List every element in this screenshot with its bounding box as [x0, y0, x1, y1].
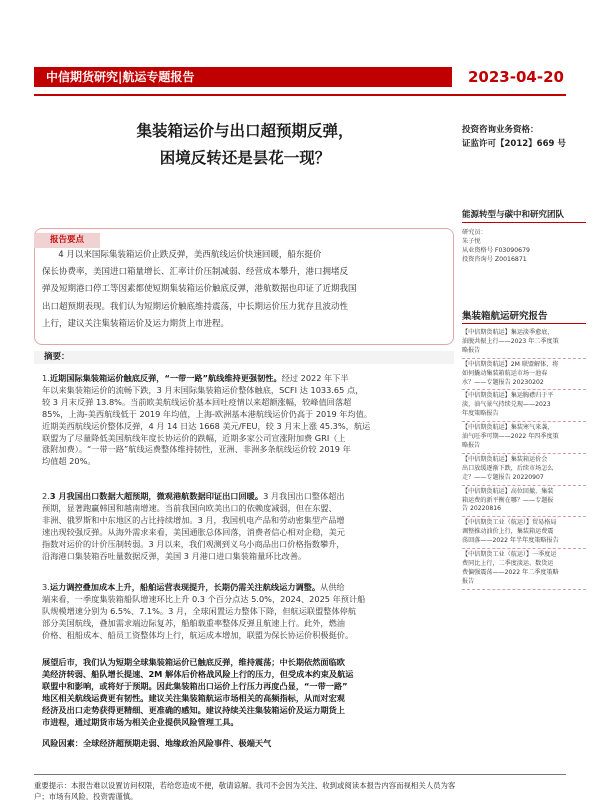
abstract-point-1 — [42, 373, 454, 468]
related-report-line: 【中信期货航运】集运淡季愈底， — [462, 329, 554, 336]
outlook-line: 联盟中和影响，或将好于预期。因此集装箱出口运价上行压力再度凸显，“一带一路” — [42, 680, 348, 691]
point-text: 预期，显著跑赢韩国和越南增速。当前我国向欧美出口的依赖度减弱，但在东盟、 — [42, 502, 337, 513]
point-line — [42, 582, 454, 594]
related-report-item[interactable] — [462, 549, 586, 590]
team-name: 能源转型与碳中和研究团队 — [462, 210, 565, 220]
title-line-1: 集装箱运价与出口超预期反弹， — [136, 122, 354, 140]
related-reports-title: 集装箱航运研究报告 — [462, 311, 548, 322]
point-heading: 3 月我国出口数据大超预期，微观港航数据印证出口回暖。 — [49, 491, 264, 501]
analyst-cert-1: 从业资格号 F03090679 — [462, 247, 530, 254]
summary-tag: 报告要点 — [34, 233, 100, 248]
point-line — [42, 491, 454, 503]
footer-disclaimer — [34, 781, 566, 800]
point-heading: 运力调控叠加成本上升，船舶运营表现提升，长期仍需关注航线运力调整。 — [49, 582, 321, 592]
point-line — [42, 444, 454, 456]
related-report-line: 油气旺季可期——2022 年四季度策 — [462, 433, 559, 441]
related-report-line: 告 20220816 — [462, 505, 502, 513]
team-divider — [462, 222, 586, 223]
related-report-line: 【中信期货航运】2M 联盟解体，将 — [462, 360, 559, 368]
summary-line: 保长协费率，美国进口箱量增长、汇率计价压制减弱、经营成本攀升，港口拥堵反 — [42, 267, 349, 278]
abstract-point-2 — [42, 491, 454, 562]
point-text: 非洲、俄罗斯和中东地区的占比持续增加。3 月，我国机电产品和劳动密集型产品增 — [42, 514, 345, 525]
point-text: 85%，上海-美西航线低于 2019 年均值，上海-欧洲基本港航线运价仍高于 2019 年均值。 — [42, 408, 373, 419]
related-report-line: 【中信期货航运】集装寒气来袭， — [462, 424, 554, 432]
point-number: 3. — [42, 582, 50, 592]
related-report-line: 略报告 — [462, 441, 481, 449]
risk-line: 风险因素：全球经济超预期走弱、地缘政治风险事件、极端天气 — [42, 738, 272, 748]
related-report-item[interactable] — [462, 327, 586, 359]
analyst-cert-2: 投资咨询号 Z0016871 — [462, 256, 527, 263]
related-report-line: 油脱共振上行——2023 年二季度策 — [462, 337, 559, 345]
point-line — [42, 539, 454, 551]
point-line — [42, 456, 454, 468]
point-text: 沿海港口集装箱吞吐量数据反弹，美国 3 月港口进口集装箱量环比改善。 — [42, 550, 307, 561]
related-report-item[interactable] — [462, 517, 586, 549]
outlook-line: 地区相关航线运费更有韧性。建议关注集装箱航运市场相关的高频指标，从而对宏观 — [42, 692, 345, 703]
footer-line-2: 户；市场有风险，投资需谨慎。 — [34, 791, 138, 800]
analyst-name: 朱子悦 — [462, 238, 481, 245]
related-report-line: 如何撬动集装箱航运市场一池春 — [462, 369, 548, 377]
related-report-line: 出口放缓逐渐下跌，后续市场怎么 — [462, 464, 554, 472]
report-date: 2023-04-20 — [468, 68, 564, 86]
point-text: 指数对运价的计价压制转弱。3 月以来，我们观测到义乌小商品出口价格指数攀升， — [42, 538, 345, 549]
report-banner: 中信期货研究|航运专题报告 — [34, 67, 452, 87]
related-report-item[interactable] — [462, 486, 586, 518]
point-line — [42, 606, 454, 618]
abstract-risk — [42, 738, 454, 750]
related-report-line: 费偏强震荡——2022 年二季度策略 — [462, 568, 559, 576]
point-line — [42, 551, 454, 563]
related-report-line: 荡回落——2022 年半年度策略报告 — [462, 537, 559, 545]
analyst-info — [462, 228, 530, 264]
related-report-line: 【中信期货航运】集运胸襟归于平 — [462, 392, 554, 400]
point-number: 1. — [42, 373, 50, 383]
point-line — [42, 527, 454, 539]
point-text: 近期美西航线运价整体反弹，4 月 14 日达 1668 美元/FEU，较 3 月末上涨 45.3%，航运 — [42, 420, 371, 431]
related-report-line: 【中信期货工业（航运）】贸易格局 — [462, 519, 557, 527]
summary-text — [42, 247, 446, 333]
outlook-line: 市进程，通过期货市场为相关企业提供风险管理工具。 — [42, 716, 239, 727]
summary-line: 4 月以来国际集装箱运价止跌反弹，美西航线运价快速回暖，船东挺价 — [42, 250, 322, 260]
related-report-line: 水？——专题报告 20230202 — [462, 378, 544, 386]
outlook-line: 展望后市，我们认为短期全球集装箱运价已触底反弹，维持震荡；中长期依然面临欧 — [42, 657, 345, 667]
point-text: 年以来集装箱运价的流畅下跌，3 月末国际集装箱运价整体触底，SCFI 达 1033.65 点， — [42, 384, 364, 395]
point-line — [42, 373, 454, 385]
abstract-label: 摘要： — [44, 352, 70, 362]
related-report-line: 年度策略报告 — [462, 410, 499, 418]
abstract-outlook — [42, 657, 454, 728]
point-text: 速出现较强反弹。从海外需求来看，美国通胀总体回落，消费者信心相对企稳，美元 — [42, 526, 345, 537]
related-report-line: 调整推动油价上行，集装箱运费震 — [462, 528, 554, 536]
summary-line: 弹及短期港口停工等因素都使短期集装箱运价触底反弹，港航数据也印证了近期我国 — [42, 284, 357, 295]
summary-line: 出口超预期表现。我们认为短期运价触底维持震荡，中长期运价压力犹存且波动性 — [42, 301, 349, 312]
point-text: 3 月我国出口整体超出 — [263, 491, 345, 501]
point-line — [42, 397, 454, 409]
related-report-item[interactable] — [462, 454, 586, 486]
point-text: 均值超 20%。 — [42, 456, 96, 467]
point-line — [42, 618, 454, 630]
point-line — [42, 433, 454, 445]
footer-line-1: 重要提示：本报告难以设置访问权限，若给您造成不便，敬请谅解。我司不会因为关注、收到或阅读本报告内容而视相关人员为客 — [34, 781, 456, 790]
related-report-line: 【中信期货航运】集装箱运价会 — [462, 455, 548, 463]
point-text: 经过 2022 年下半 — [281, 373, 349, 383]
abstract-bar — [34, 351, 454, 364]
point-line — [42, 503, 454, 515]
point-text: 联盟为了尽量降低美国航线年度长协运价的跌幅，近期多家公司宣涨附加费 GRI（上 — [42, 432, 346, 443]
outlook-line: 经济及出口走势获得更精细、更准确的感知。建议持续关注集装箱运价及运力期货上 — [42, 704, 345, 715]
qualification-block — [462, 123, 566, 151]
point-line — [42, 409, 454, 421]
qualification-line-2: 证监许可【2012】669 号 — [462, 139, 566, 149]
related-report-line: 费同比上行，二季度淡运、数货运 — [462, 559, 554, 567]
related-report-line: 走？——专题报告 20220907 — [462, 473, 544, 481]
point-line — [42, 515, 454, 527]
point-text: 从供给 — [320, 582, 345, 592]
point-line — [42, 385, 454, 397]
related-report-item[interactable] — [462, 390, 586, 422]
point-heading: 近期国际集装箱运价触底反弹，“一带一路”航线维持更强韧性。 — [49, 373, 282, 383]
related-report-line: 箱运费的新平衡在哪？——专题报 — [462, 496, 554, 504]
point-line — [42, 594, 454, 606]
point-line — [42, 630, 454, 642]
point-text: 部分美国航线，叠加需求端边际复苏，船舶载重率整体反弹且航速上行。此外，燃油 — [42, 617, 345, 628]
point-text: 价格、租船成本、船员工资整体均上行，航运成本增加，联盟为保长协运价积极挺价。 — [42, 629, 354, 640]
footer-divider — [34, 774, 566, 775]
summary-line: 上行，建议关注集装箱运价及运力期货上市进程。 — [42, 318, 230, 329]
related-report-line: 淡，油气景气持续兑现——2023 — [462, 401, 551, 409]
related-report-line: 【中信期货航运】高位回撤，集装 — [462, 487, 554, 495]
point-text: 较 3 月末反弹 13.8%。当前欧美航线运价基本回吐疫情以来超额涨幅，较峰值回落超 — [42, 396, 352, 407]
point-line — [42, 421, 454, 433]
related-report-line: 【中信期货工业（航运）】一季度运 — [462, 551, 557, 559]
outlook-line: 美经济转弱、船队增长提速、2M 解体后价格战风险上行的压力，但受成本约束及航运 — [42, 668, 354, 679]
header-divider — [34, 94, 566, 96]
title-line-2: 困境反转还是昙花一现？ — [159, 149, 331, 167]
report-title — [60, 118, 430, 172]
related-report-line: 报告 — [462, 577, 475, 585]
related-report-item[interactable] — [462, 359, 586, 391]
abstract-point-3 — [42, 582, 454, 642]
related-report-line: 略报告 — [462, 346, 481, 354]
point-number: 2. — [42, 491, 50, 501]
analyst-role: 研究员： — [462, 229, 487, 236]
point-text: 队规模增速分别为 6.5%、7.1%。3 月，全球闲置运力整体下降，但航运联盟整体停航 — [42, 605, 357, 616]
related-reports-list — [462, 327, 586, 590]
related-divider — [462, 323, 586, 324]
related-report-item[interactable] — [462, 422, 586, 454]
point-text: 端来看，一季度集装箱船队增速环比上升 0.3 个百分点达 5.0%，2024、2025 年预计船 — [42, 593, 366, 604]
qualification-line-1: 投资咨询业务资格： — [462, 125, 539, 135]
point-text: 涨附加费）。“一带一路”航线运费整体维持韧性，亚洲、非洲多条航线运价较 2019 年 — [42, 444, 351, 455]
